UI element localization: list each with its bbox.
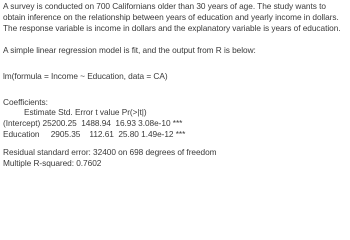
coefficients-table-header: Estimate Std. Error t value Pr(>|t|)	[24, 107, 147, 117]
coefficients-row-intercept: (Intercept) 25200.25 1488.94 16.93 3.08e-10 ***	[3, 118, 183, 128]
fit-sentence: A simple linear regression model is fit, and the output from R is below:	[3, 45, 256, 55]
coefficients-row-education: Education 2905.35 112.61 25.80 1.49e-12 ***	[3, 129, 186, 139]
problem-text-block	[3, 1, 348, 34]
r-call-line: lm(formula = Income ~ Education, data = CA)	[3, 71, 168, 81]
multiple-r-squared: Multiple R-squared: 0.7602	[3, 158, 102, 168]
coefficients-header: Coefficients:	[3, 97, 48, 107]
residual-standard-error: Residual standard error: 32400 on 698 degrees of freedom	[3, 147, 217, 157]
intro-paragraph: A survey is conducted on 700 Californians older than 30 years of age. The study wants to obtain inference on the relationship between years of education and yearly income in dollars. The response variable is income in dollars and the explanatory variable is years of education.	[3, 1, 341, 33]
